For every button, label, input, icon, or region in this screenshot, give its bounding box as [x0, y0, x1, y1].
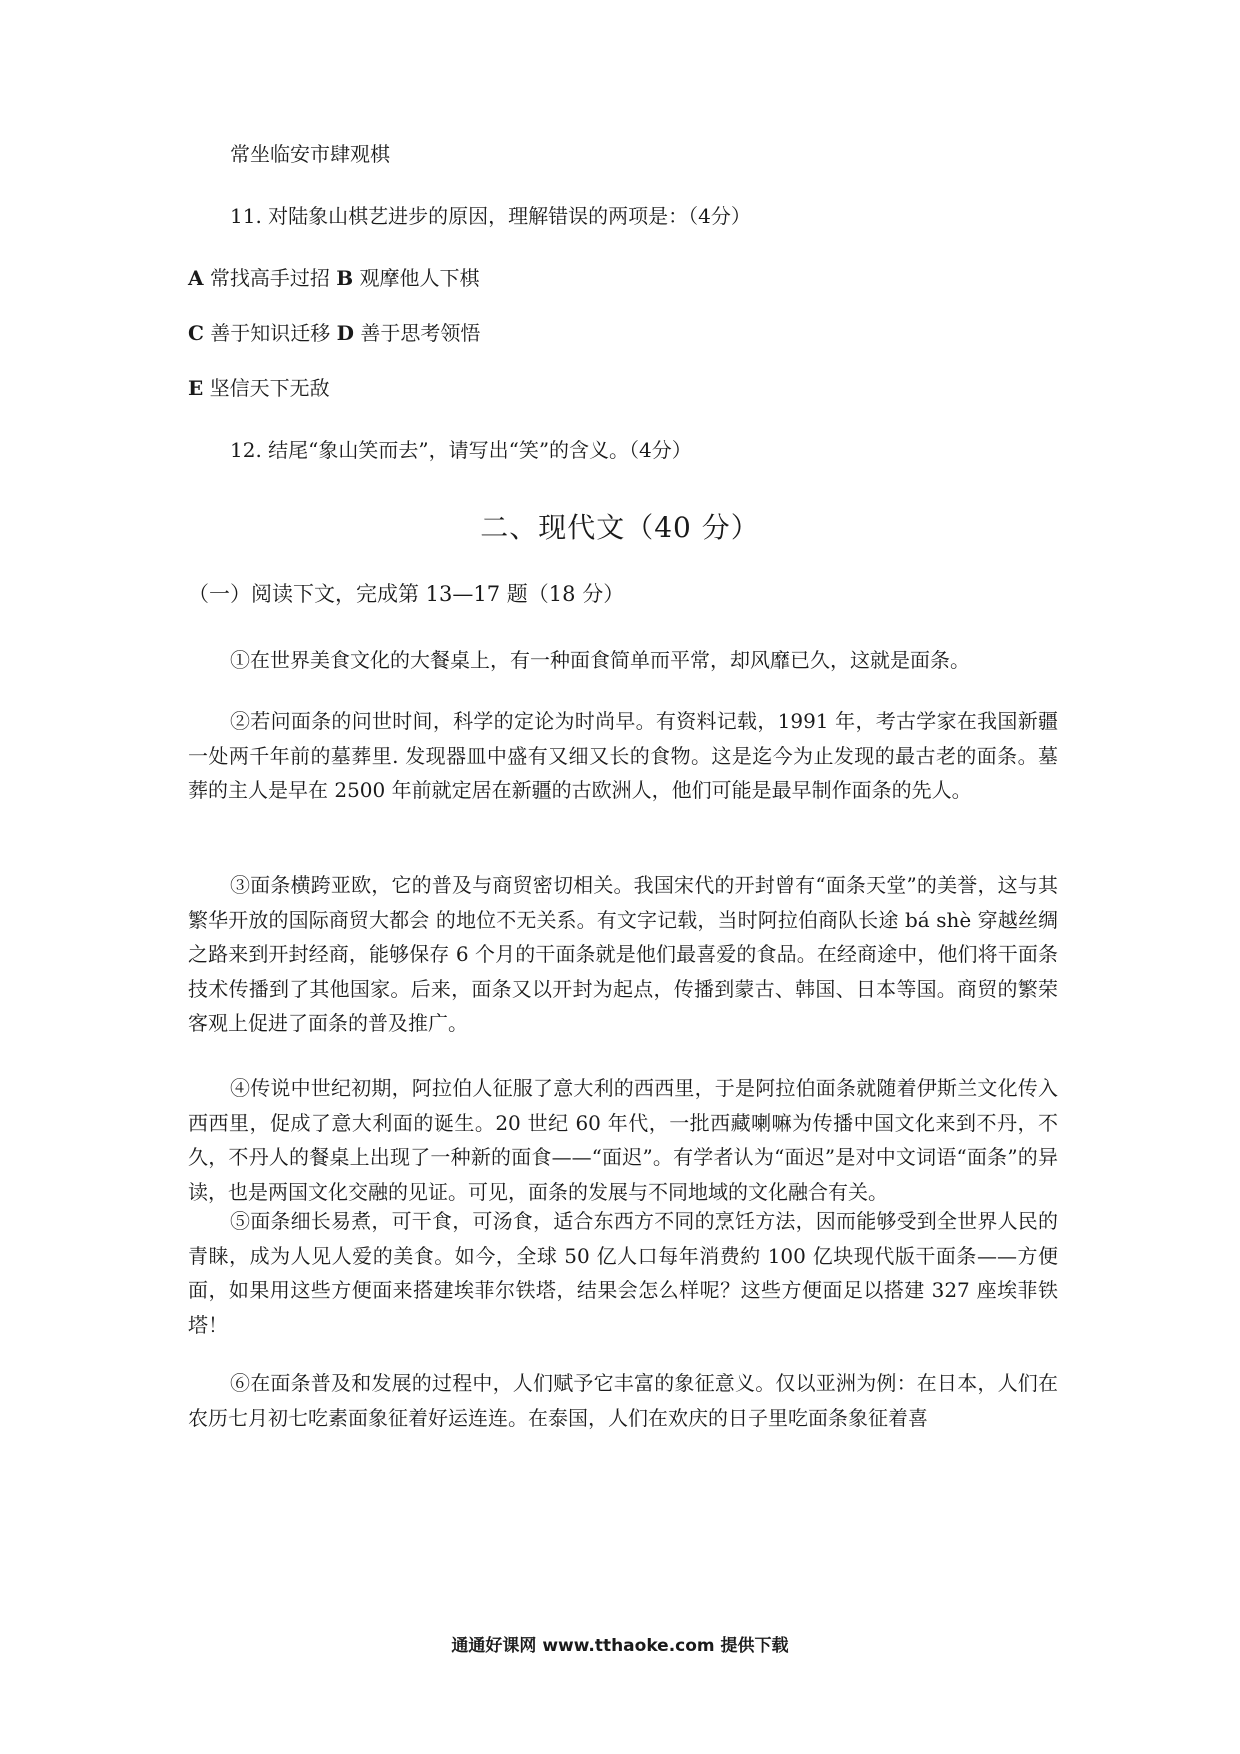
option-a-letter: A — [188, 266, 204, 290]
option-a-text: 常找高手过招 — [209, 266, 330, 290]
option-e-letter: E — [188, 376, 204, 400]
question-12: 12. 结尾“象山笑而去”，请写出“笑”的含义。（4分） — [230, 438, 692, 462]
paragraph-2: ②若问面条的问世时间，科学的定论为时尚早。有资料记载，1991 年，考古学家在我国新疆一处两千年前的墓葬里. 发现器皿中盛有又细又长的食物。这是迄今为止发现的最古老的面条。墓葬的主人是早在 2500 年前就定居在新疆的古欧洲人，他们可能是最早制作面条的先人。 — [188, 709, 1058, 802]
paragraph-6: ⑥在面条普及和发展的过程中，人们赋予它丰富的象征意义。仅以亚洲为例：在日本，人们在农历七月初七吃素面象征着好运连连。在泰国，人们在欢庆的日子里吃面条象征着喜 — [188, 1371, 1058, 1430]
option-row-cd — [188, 320, 480, 346]
paragraph-1: ①在世界美食文化的大餐桌上，有一种面食简单而平常，却风靡已久，这就是面条。 — [230, 648, 970, 672]
question-11: 11. 对陆象山棋艺进步的原因，理解错误的两项是：（4分） — [230, 204, 751, 228]
option-row-e — [188, 375, 330, 401]
option-c-letter: C — [188, 321, 204, 345]
paragraph-4: ④传说中世纪初期，阿拉伯人征服了意大利的西西里，于是阿拉伯面条就随着伊斯兰文化传入西西里，促成了意大利面的诞生。20 世纪 60 年代，一批西藏喇嘛为传播中国文化来到不丹，不久，不丹人的餐桌上出现了一种新的面食——“面迟”。有学者认为“面迟”是对中文词语“面条”的异读，也是两国文化交融的见证。可见，面条的发展与不同地域的文化融合有关。 — [188, 1076, 1058, 1204]
option-e-text: 坚信天下无敌 — [209, 376, 330, 400]
option-b-letter: B — [336, 266, 354, 290]
option-b-text: 观摩他人下棋 — [359, 266, 480, 290]
paragraph-3: ③面条横跨亚欧，它的普及与商贸密切相关。我国宋代的开封曾有“面条天堂”的美誉，这与其繁华开放的国际商贸大都会 的地位不无关系。有文字记载，当时阿拉伯商队长途 bá shè 穿越丝绸之路来到开封经商，能够保存 6 个月的干面条就是他们最喜爱的食品。在经商途中，他们将干面条技术传播到了其他国家。后来，面条又以开封为起点，传播到蒙古、韩国、日本等国。商贸的繁荣客观上促进了面条的普及推广。 — [188, 873, 1058, 1035]
section-title: 二、现代文（40 分） — [480, 511, 760, 544]
option-c-text: 善于知识迁移 — [210, 321, 331, 345]
option-row-ab — [188, 265, 480, 291]
footer-credit: 通通好课网 www.tthaoke.com 提供下载 — [451, 1636, 789, 1656]
option-d-text: 善于思考领悟 — [360, 321, 481, 345]
paragraph-5: ⑤面条细长易煮，可干食，可汤食，适合东西方不同的烹饪方法，因而能够受到全世界人民的青睐，成为人见人爱的美食。如今，全球 50 亿人口每年消费約 100 亿块现代版干面条——方便面，如果用这些方便面来搭建埃菲尔铁塔，结果会怎么样呢？这些方便面足以搭建 327 座埃菲铁塔！ — [188, 1209, 1058, 1337]
subsection-title: （一）阅读下文，完成第 13—17 题（18 分） — [188, 582, 625, 606]
option-d-letter: D — [336, 321, 354, 345]
top-line: 常坐临安市肆观棋 — [230, 142, 390, 166]
